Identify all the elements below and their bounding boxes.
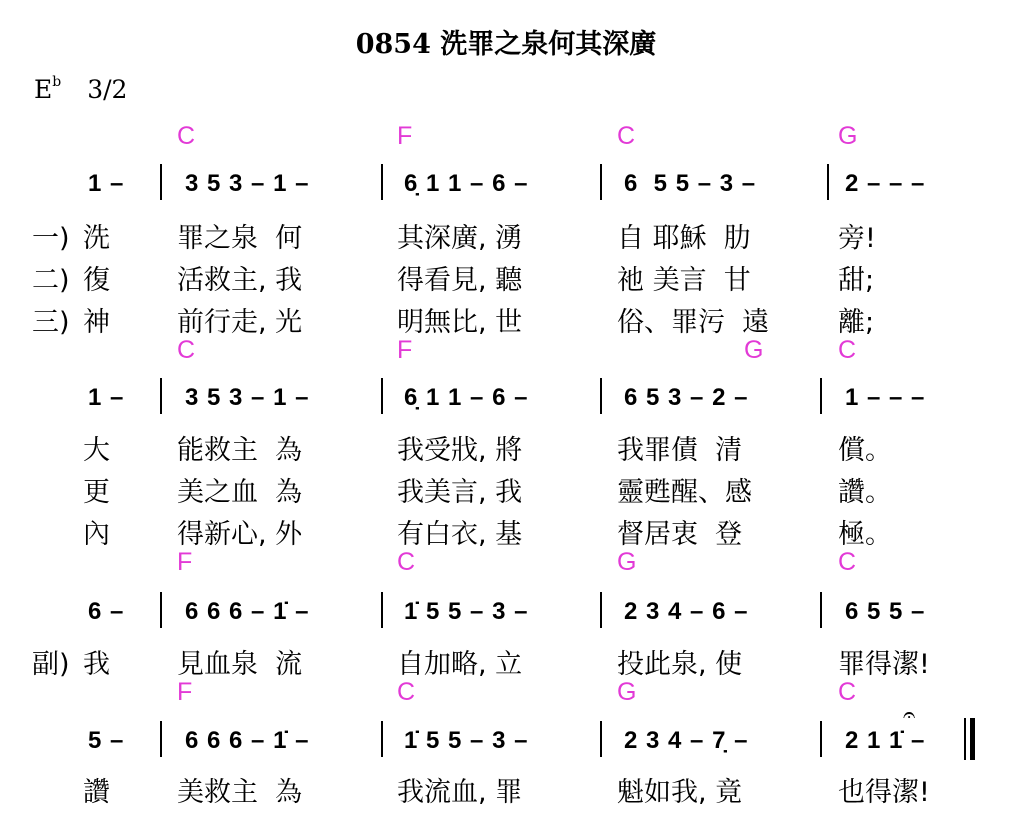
lyric: 得看見, 聽 (397, 265, 523, 296)
lyric: 活救主, 我 (177, 265, 303, 296)
barline (600, 164, 602, 200)
chord: G (744, 336, 764, 364)
measure-notes: 1̇ 5 5 – 3 – (404, 727, 529, 754)
verse-label: 三) (32, 307, 70, 338)
chord: C (397, 678, 416, 706)
chord: F (177, 678, 193, 706)
lyric: 甜; (838, 265, 875, 296)
measure-notes: 6 6 6 – 1̇ – (185, 598, 310, 625)
lyric: 有白衣, 基 (397, 519, 523, 550)
measure-notes: 2 – – – (845, 170, 926, 197)
chord: C (838, 336, 857, 364)
barline (160, 592, 162, 628)
chord: F (397, 336, 413, 364)
lyric: 明無比, 世 (397, 307, 523, 338)
measure-notes: 2 3 4 – 7̣ – (624, 727, 749, 754)
chord: F (177, 548, 193, 576)
measure-notes: 6̣ 1 1 – 6 – (404, 170, 529, 197)
barline (160, 378, 162, 414)
lyric: 復 (83, 265, 110, 296)
chord: C (177, 122, 196, 150)
lyric: 旁! (838, 223, 876, 254)
measure-notes: 1 – (88, 384, 125, 411)
barline (381, 721, 383, 757)
page-title: 0854 洗罪之泉何其深廣 (355, 29, 657, 60)
measure-notes: 6̣ 1 1 – 6 – (404, 384, 529, 411)
barline (820, 378, 822, 414)
measure-notes: 3 5 3 – 1 – (185, 384, 310, 411)
final-barline-thick (970, 718, 975, 760)
lyric: 洗 (83, 223, 110, 254)
chord: C (397, 548, 416, 576)
lyric: 魁如我, 竟 (617, 777, 743, 808)
verse-label: 一) (32, 223, 70, 254)
measure-notes: 1̇ 5 5 – 3 – (404, 598, 529, 625)
lyric: 美之血 為 (177, 477, 303, 508)
lyric: 自 耶穌 肋 (617, 223, 751, 254)
chord: C (838, 548, 857, 576)
lyric: 讚 (83, 777, 110, 808)
lyric: 神 (83, 307, 110, 338)
barline (600, 592, 602, 628)
lyric: 我流血, 罪 (397, 777, 523, 808)
lyric: 美救主 為 (177, 777, 303, 808)
measure-notes: 6 5 3 – 2 – (624, 384, 749, 411)
lyric: 罪之泉 何 (177, 223, 303, 254)
measure-notes: 6 5 5 – (845, 598, 926, 625)
measure-notes: 6 – (88, 598, 125, 625)
barline (827, 164, 829, 200)
verse-label: 副) (32, 649, 70, 680)
lyric: 我受戕, 將 (397, 435, 523, 466)
key-accidental: b (52, 74, 62, 90)
chord: G (838, 122, 858, 150)
measure-notes: 1 – – – (845, 384, 926, 411)
key-note: E (34, 75, 53, 104)
chord: G (617, 548, 637, 576)
lyric: 督居衷 登 (617, 519, 743, 550)
lyric: 自加略, 立 (397, 649, 523, 680)
barline (381, 164, 383, 200)
measure-notes: 5 – (88, 727, 125, 754)
lyric: 能救主 為 (177, 435, 303, 466)
lyric: 我 (83, 649, 110, 680)
barline (381, 592, 383, 628)
lyric: 靈甦醒、感 (617, 477, 752, 508)
measure-notes: 2 3 4 – 6 – (624, 598, 749, 625)
lyric: 大 (83, 435, 110, 466)
barline (160, 164, 162, 200)
lyric: 極。 (838, 519, 892, 550)
lyric: 得新心, 外 (177, 519, 303, 550)
lyric: 更 (83, 477, 110, 508)
chord: C (838, 678, 857, 706)
measure-notes: 6 6 6 – 1̇ – (185, 727, 310, 754)
chord: F (397, 122, 413, 150)
measure-notes: 2 1 1̇ – (845, 727, 926, 754)
time-signature: 3/2 (87, 75, 128, 104)
barline (381, 378, 383, 414)
lyric: 投此泉, 使 (617, 649, 743, 680)
chord: C (617, 122, 636, 150)
barline (160, 721, 162, 757)
lyric: 祂 美言 甘 (617, 265, 751, 296)
lyric: 前行走, 光 (177, 307, 303, 338)
measure-notes: 1 – (88, 170, 125, 197)
lyric: 也得潔! (838, 777, 930, 808)
lyric: 我美言, 我 (397, 477, 523, 508)
barline (600, 721, 602, 757)
measure-notes: 3 5 3 – 1 – (185, 170, 310, 197)
fermata-icon: 𝄐 (903, 702, 917, 727)
key-signature (34, 74, 127, 104)
lyric: 罪得潔! (838, 649, 930, 680)
verse-label: 二) (32, 265, 70, 296)
lyric: 俗、罪污 遠 (617, 307, 770, 338)
barline (820, 721, 822, 757)
lyric: 見血泉 流 (177, 649, 303, 680)
lyric: 離; (838, 307, 875, 338)
barline (820, 592, 822, 628)
lyric: 償。 (838, 435, 892, 466)
barline (600, 378, 602, 414)
lyric: 讚。 (838, 477, 892, 508)
final-barline-thin (964, 718, 966, 760)
lyric: 其深廣, 湧 (397, 223, 523, 254)
measure-notes: 6 5 5 – 3 – (624, 170, 757, 197)
chord: C (177, 336, 196, 364)
chord: G (617, 678, 637, 706)
lyric: 我罪債 清 (617, 435, 743, 466)
lyric: 內 (83, 519, 110, 550)
